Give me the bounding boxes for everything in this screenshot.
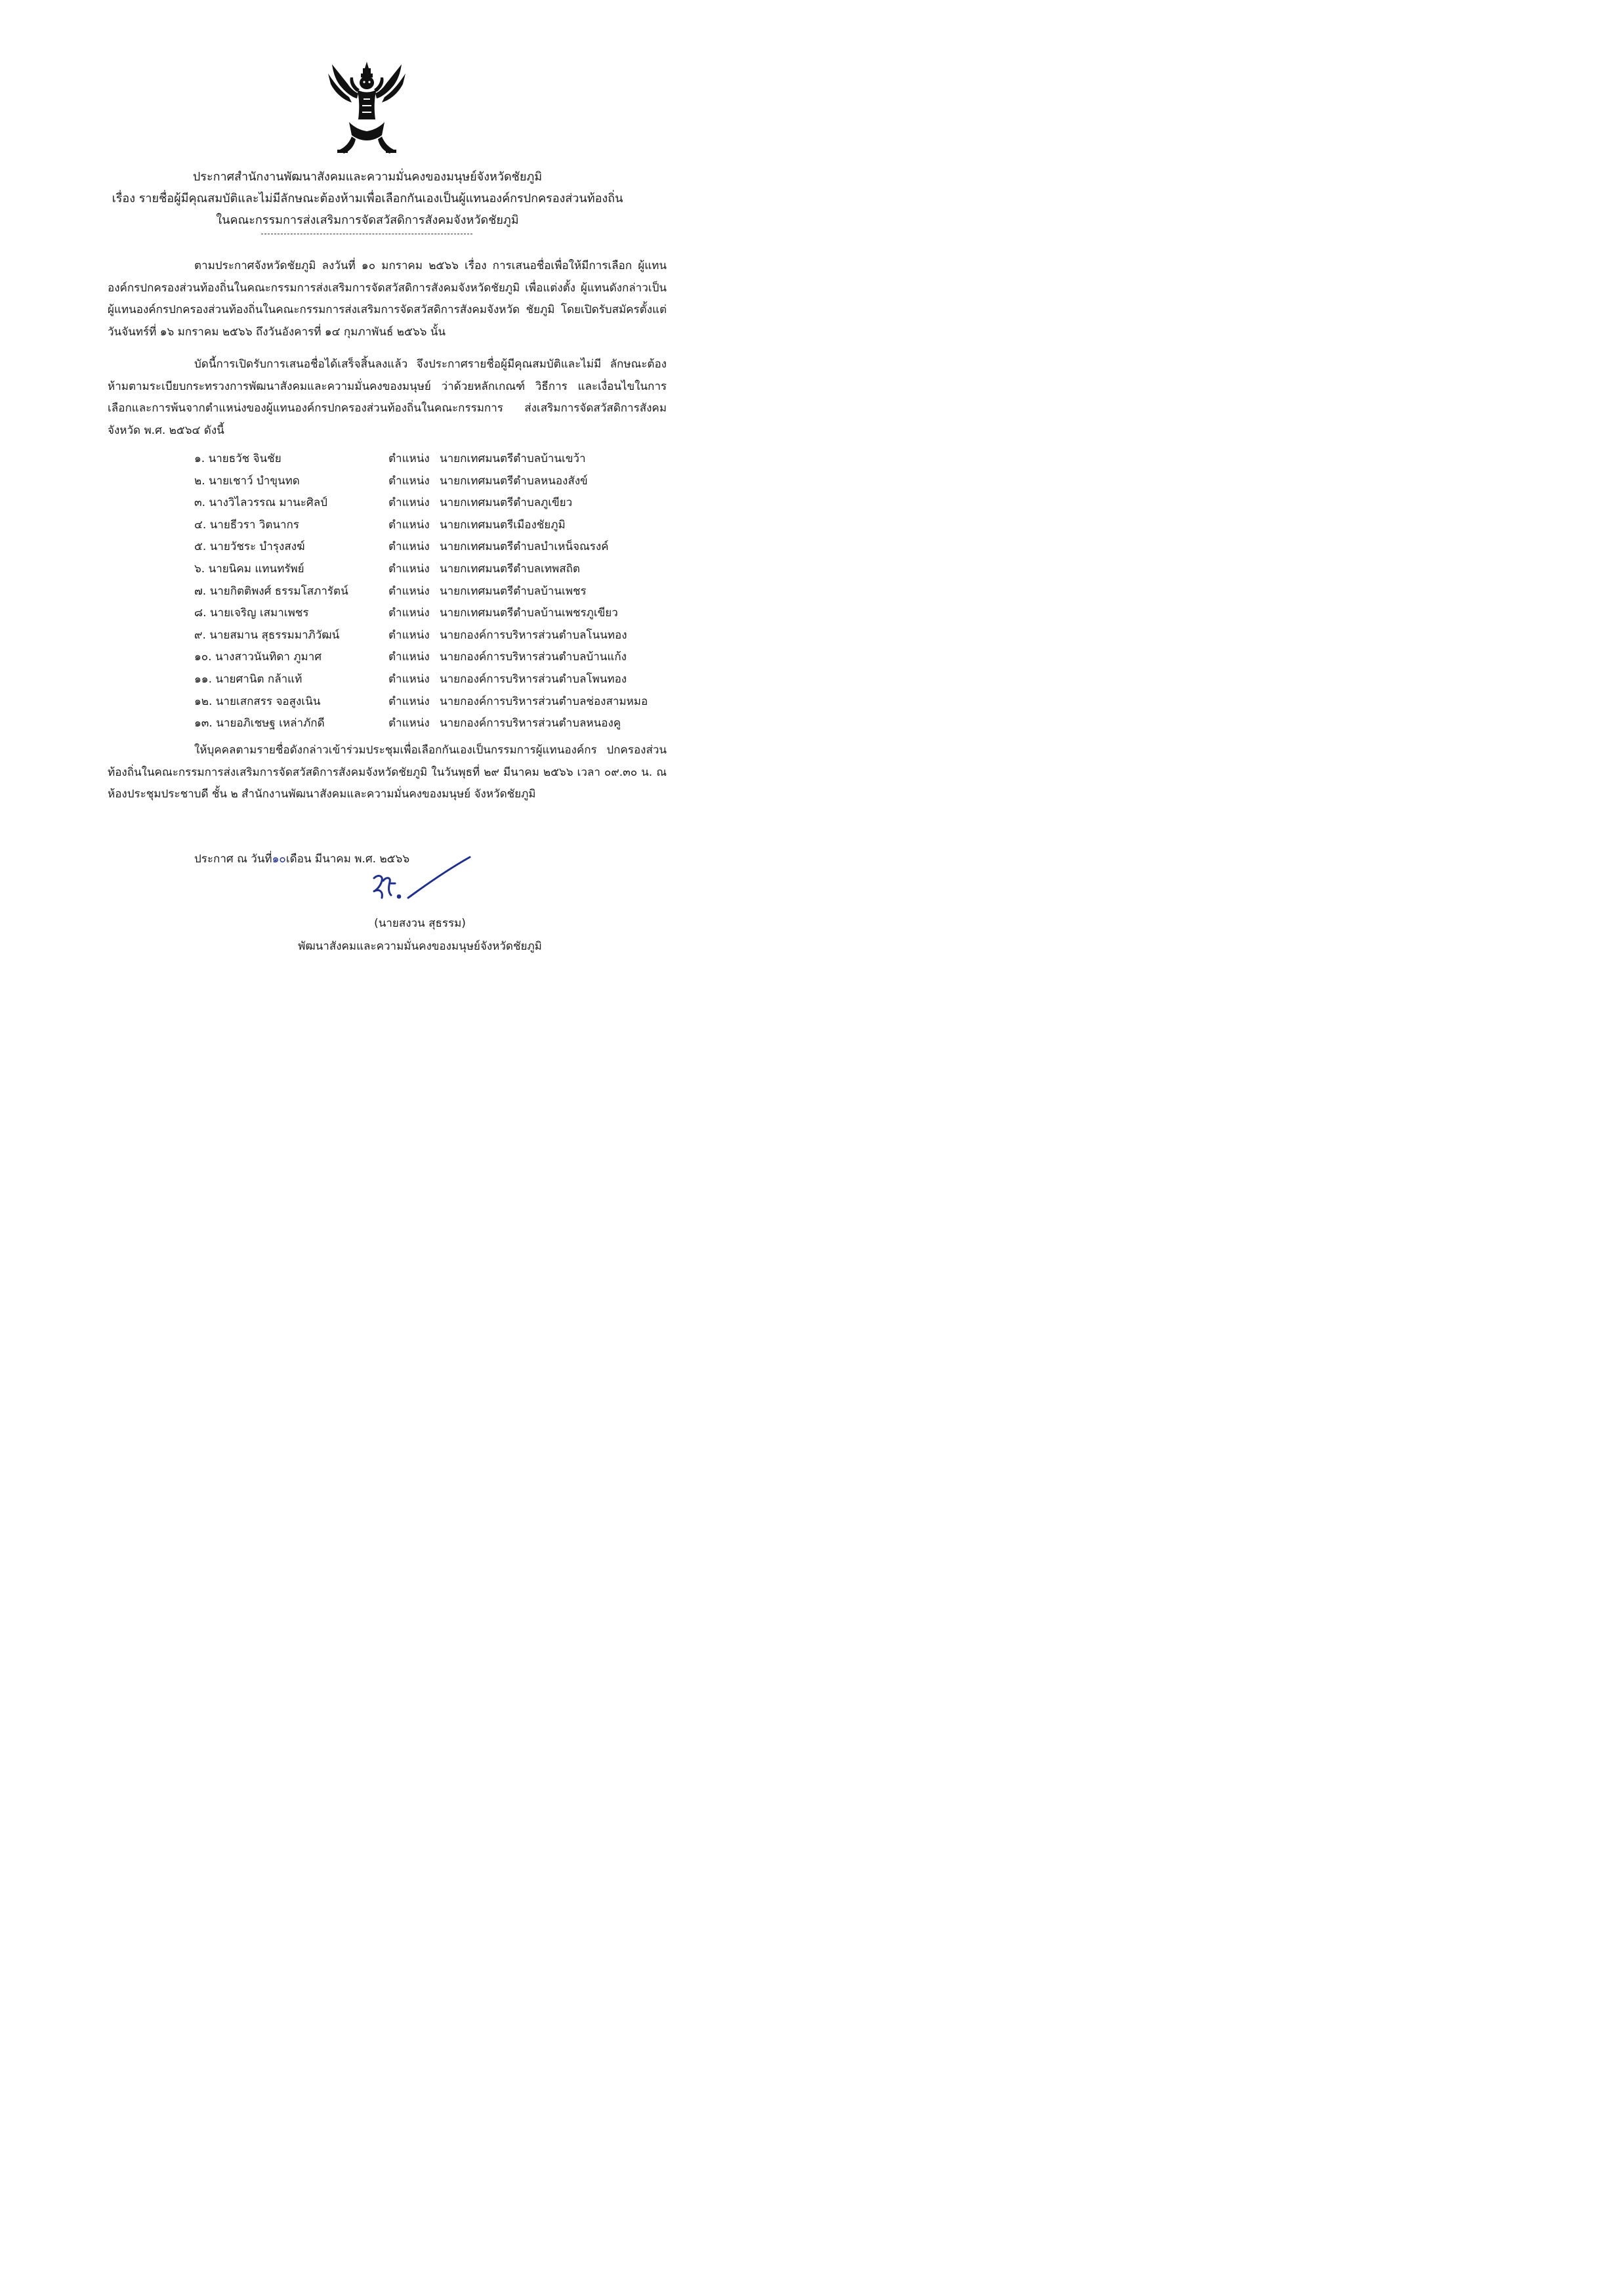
position-label: ตำแหน่ง	[388, 672, 430, 686]
position-label: ตำแหน่ง	[388, 606, 430, 620]
date-prefix: ประกาศ ณ วันที่	[194, 853, 272, 866]
announcement-subject: เรื่อง รายชื่อผู้มีคุณสมบัติและไม่มีลักษณะต้องห้ามเพื่อเลือกกันเองเป็นผู้แทนองค์กรปกครองส่วนท้องถิ่น	[112, 192, 623, 205]
candidate-name: ๗. นายกิตติพงศ์ ธรรมโสภารัตน์	[194, 584, 348, 598]
list-item	[194, 492, 680, 515]
candidate-name: ๓. นางวิไลวรรณ มานะศิลป์	[194, 496, 327, 510]
list-item	[194, 559, 680, 581]
list-item	[194, 713, 680, 735]
paragraph-background-text: ตามประกาศจังหวัดชัยภูมิ ลงวันที่ ๑๐ มกราคม ๒๕๖๖ เรื่อง การเสนอชื่อเพื่อให้มีการเลือก ผู้แทนองค์กรปกครองส่วนท้องถิ่นในคณะกรรมการส่งเสริมการจัดสวัสดิการสังคมจังหวัดชัยภูมิ เพื่อแต่งตั้ง ผู้แทนดังกล่าวเป็นผู้แทนองค์กรปกครองส่วนท้องถิ่นในคณะกรรมการส่งเสริมการจัดสวัสดิการสังคมจังหวัด ชัยภูมิ โดยเปิดรับสมัครตั้งแต่ วันจันทร์ที่ ๑๖ มกราคม ๒๕๖๖ ถึงวันอังคารที่ ๑๔ กุมภาพันธ์ ๒๕๖๖ นั้น	[108, 259, 667, 339]
candidate-name: ๙. นายสมาน สุธรรมมาภิวัฒน์	[194, 628, 340, 642]
position-label: ตำแหน่ง	[388, 694, 430, 708]
list-item	[194, 625, 680, 647]
position-title: นายกองค์การบริหารส่วนตำบลโพนทอง	[440, 672, 627, 686]
position-title: นายกองค์การบริหารส่วนตำบลโนนทอง	[440, 628, 627, 642]
position-label: ตำแหน่ง	[388, 628, 430, 642]
paragraph-announcement	[108, 354, 667, 442]
announcement-subject-cont: ในคณะกรรมการส่งเสริมการจัดสวัสดิการสังคมจังหวัดชัยภูมิ	[216, 213, 519, 227]
position-title: นายกเทศมนตรีตำบลบำเหน็จณรงค์	[440, 540, 609, 554]
position-label: ตำแหน่ง	[388, 452, 430, 465]
announcement-page	[0, 0, 734, 1030]
candidate-name: ๔. นายธีวรา วิตนากร	[194, 518, 299, 532]
candidate-name: ๑๒. นายเสกสรร จอสูงเนิน	[194, 694, 321, 708]
candidate-name: ๕. นายวัชระ บำรุงสงฆ์	[194, 540, 305, 554]
date-suffix: เดือน มีนาคม พ.ศ. ๒๕๖๖	[285, 853, 410, 866]
signer-name: (นายสงวน สุธรรม)	[374, 917, 466, 930]
position-title: นายกองค์การบริหารส่วนตำบลช่องสามหมอ	[440, 694, 648, 708]
list-item	[194, 471, 680, 493]
candidate-name: ๑๓. นายอภิเชษฐ เหล่าภักดี	[194, 717, 325, 730]
position-title: นายกเทศมนตรีตำบลภูเขียว	[440, 496, 573, 510]
list-item	[194, 581, 680, 603]
position-label: ตำแหน่ง	[388, 540, 430, 554]
position-title: นายกเทศมนตรีตำบลบ้านเขว้า	[440, 452, 586, 465]
position-title: นายกเทศมนตรีตำบลบ้านเพชรภูเขียว	[440, 606, 618, 620]
date-day: ๑๐	[272, 853, 286, 866]
position-label: ตำแหน่ง	[388, 474, 430, 488]
candidate-name: ๒. นายเชาว์ บำขุนทด	[194, 474, 300, 488]
list-item	[194, 691, 680, 713]
candidate-name: ๘. นายเจริญ เสมาเพชร	[194, 606, 309, 620]
list-item	[194, 669, 680, 691]
position-title: นายกเทศมนตรีเมืองชัยภูมิ	[440, 518, 566, 532]
position-label: ตำแหน่ง	[388, 650, 430, 664]
handwritten-signature-icon	[369, 852, 474, 911]
position-title: นายกเทศมนตรีตำบลบ้านเพชร	[440, 584, 587, 598]
candidate-list	[194, 448, 680, 735]
position-label: ตำแหน่ง	[388, 496, 430, 510]
list-item	[194, 448, 680, 471]
candidate-name: ๑๑. นายศานิต กล้าแท้	[194, 672, 302, 686]
candidate-name: ๖. นายนิคม แทนทรัพย์	[194, 562, 304, 576]
position-title: นายกองค์การบริหารส่วนตำบลหนองคู	[440, 717, 621, 730]
garuda-emblem-icon	[325, 59, 408, 158]
list-item	[194, 602, 680, 625]
paragraph-background	[108, 255, 667, 343]
announcement-title: ประกาศสำนักงานพัฒนาสังคมและความมั่นคงของมนุษย์จังหวัดชัยภูมิ	[192, 170, 543, 184]
candidate-name: ๑๐. นางสาวนันทิดา ภูมาศ	[194, 650, 322, 664]
list-item	[194, 515, 680, 537]
position-label: ตำแหน่ง	[388, 562, 430, 576]
position-label: ตำแหน่ง	[388, 584, 430, 598]
candidate-name: ๑. นายธวัช จินชัย	[194, 452, 281, 465]
position-label: ตำแหน่ง	[388, 518, 430, 532]
paragraph-meeting	[108, 740, 667, 806]
paragraph-announcement-text: บัดนี้การเปิดรับการเสนอชื่อได้เสร็จสิ้นลงแล้ว จึงประกาศรายชื่อผู้มีคุณสมบัติและไม่มี ลักษณะต้องห้ามตามระเบียบกระทรวงการพัฒนาสังคมและความมั่นคงของมนุษย์ ว่าด้วยหลักเกณฑ์ วิธีการ และเงื่อนไขในการเลือกและการพ้นจากตำแหน่งของผู้แทนองค์กรปกครองส่วนท้องถิ่นในคณะกรรมการ ส่งเสริมการจัดสวัสดิการสังคมจังหวัด พ.ศ. ๒๕๖๔ ดังนี้	[108, 358, 667, 437]
position-title: นายกเทศมนตรีตำบลหนองสังข์	[440, 474, 588, 488]
signer-title: พัฒนาสังคมและความมั่นคงของมนุษย์จังหวัดชัยภูมิ	[298, 940, 542, 953]
list-item	[194, 536, 680, 559]
position-title: นายกเทศมนตรีตำบลเทพสถิต	[440, 562, 580, 576]
list-item	[194, 646, 680, 669]
position-title: นายกองค์การบริหารส่วนตำบลบ้านแก้ง	[440, 650, 627, 664]
position-label: ตำแหน่ง	[388, 717, 430, 730]
paragraph-meeting-text: ให้บุคคลตามรายชื่อดังกล่าวเข้าร่วมประชุมเพื่อเลือกกันเองเป็นกรรมการผู้แทนองค์กร ปกครองส่วนท้องถิ่นในคณะกรรมการส่งเสริมการจัดสวัสดิการสังคมจังหวัดชัยภูมิ ในวันพุธที่ ๒๙ มีนาคม ๒๕๖๖ เวลา ๐๙.๓๐ น. ณ ห้องประชุมประชาบดี ชั้น ๒ สำนักงานพัฒนาสังคมและความมั่นคงของมนุษย์ จังหวัดชัยภูมิ	[108, 744, 667, 801]
